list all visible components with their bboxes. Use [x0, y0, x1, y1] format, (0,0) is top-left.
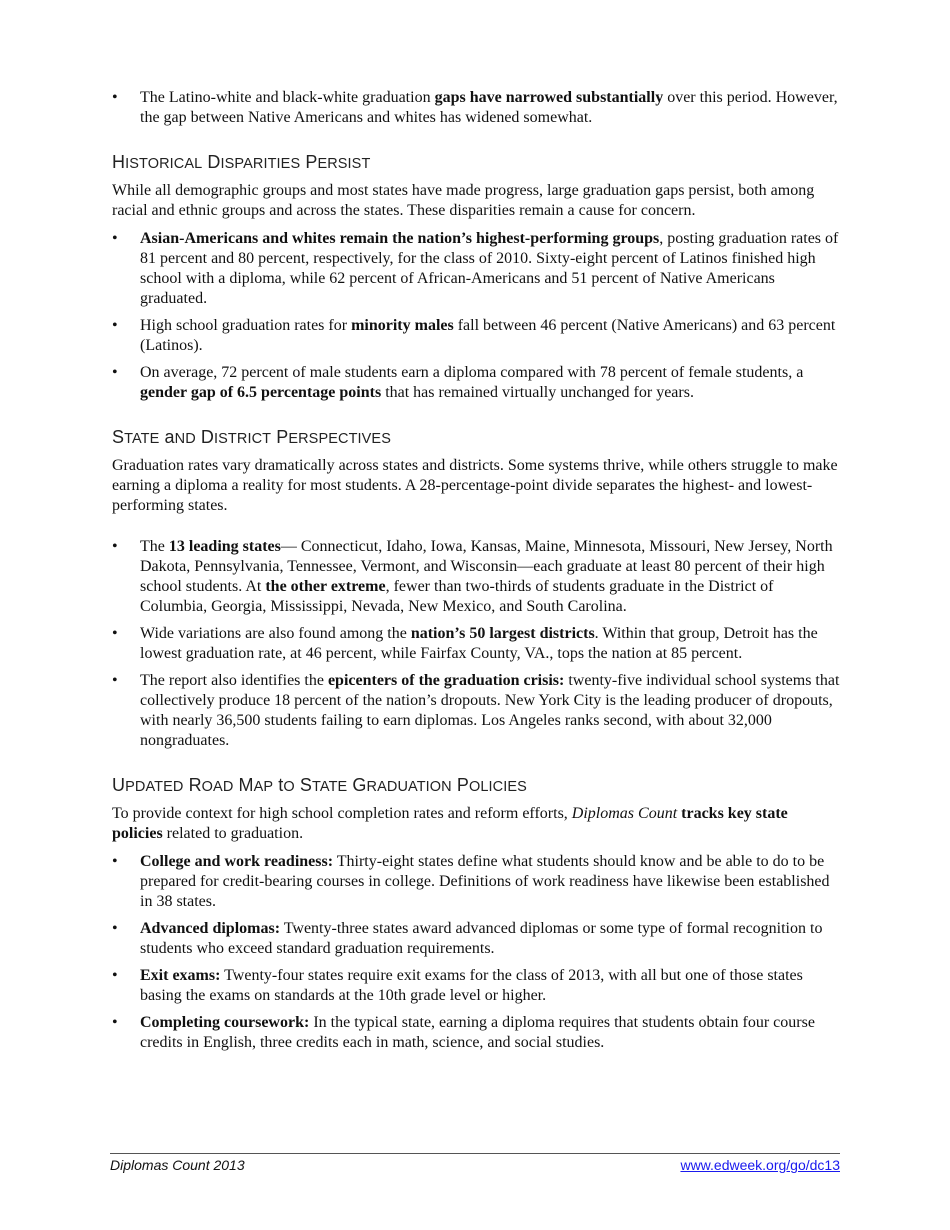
- list-item: • On average, 72 percent of male students earn a diploma compared with 78 percent of female students, a gender gap of 6.5 percentage points that has remained virtually unchanged for years.: [112, 363, 840, 403]
- section-heading: HISTORICAL DISPARITIES PERSIST: [112, 152, 371, 172]
- list-item: • The Latino-white and black-white graduation gaps have narrowed substantially over this period. However, the gap between Native Americans and whites has widened somewhat.: [112, 88, 840, 128]
- section-heading: STATE aND DISTRICT PERSPECTIVES: [112, 427, 391, 447]
- list-item: • High school graduation rates for minority males fall between 46 percent (Native Americans) and 63 percent (Latinos).: [112, 316, 840, 356]
- list-item: • Completing coursework: In the typical state, earning a diploma requires that students obtain four course credits in English, three credits each in math, science, and social studies.: [112, 1013, 840, 1053]
- list-item: • Wide variations are also found among the nation’s 50 largest districts. Within that group, Detroit has the lowest graduation rate, at 46 percent, while Fairfax County, VA., tops the nation at 85 percent.: [112, 624, 840, 664]
- intro-bullet-list: [112, 88, 840, 128]
- section-paragraph: While all demographic groups and most states have made progress, large graduation gaps persist, both among racial and ethnic groups and across the states. These disparities remain a cause for concern.: [112, 182, 815, 219]
- bullet-list: [112, 852, 840, 1053]
- bullet-list: [112, 537, 840, 751]
- list-item: • College and work readiness: Thirty-eight states define what students should know and be able to do to be prepared for credit-bearing courses in college. Definitions of work readiness have likewise been established in 38 states.: [112, 852, 840, 912]
- list-item: • The 13 leading states— Connecticut, Idaho, Iowa, Kansas, Maine, Minnesota, Missouri, New Jersey, North Dakota, Pennsylvania, Tennessee, Vermont, and Wisconsin—each graduate at least 80 percent of their high school students. At the other extreme, fewer than two-thirds of students graduate in the District of Columbia, Georgia, Mississippi, Nevada, New Mexico, and South Carolina.: [112, 537, 840, 617]
- document-body: [112, 88, 840, 1060]
- list-item: • Asian-Americans and whites remain the nation’s highest-performing groups, posting graduation rates of 81 percent and 80 percent, respectively, for the class of 2010. Sixty-eight percent of Latinos finished high school with a diploma, while 62 percent of African-Americans and 51 percent of Native Americans graduated.: [112, 229, 840, 309]
- list-item: • Exit exams: Twenty-four states require exit exams for the class of 2013, with all but one of those states basing the exams on standards at the 10th grade level or higher.: [112, 966, 840, 1006]
- list-item: • The report also identifies the epicenters of the graduation crisis: twenty-five individual school systems that collectively produce 18 percent of the nation’s dropouts. New York City is the leading producer of dropouts, with nearly 36,500 students failing to earn diplomas. Los Angeles ranks second, with about 32,000 nongraduates.: [112, 671, 840, 751]
- spacer: [112, 524, 840, 537]
- bullet-list: [112, 229, 840, 403]
- section-paragraph: Graduation rates vary dramatically across states and districts. Some systems thrive, while others struggle to make earning a diploma a reality for most students. A 28-percentage-point divide separates the highest- and lowest-performing states.: [112, 457, 838, 514]
- footer-link[interactable]: www.edweek.org/go/dc13: [680, 1157, 840, 1173]
- list-item: • Advanced diplomas: Twenty-three states award advanced diplomas or some type of formal recognition to students who exceed standard graduation requirements.: [112, 919, 840, 959]
- section-heading: UPDATED ROAD MAP tO STATE GRADUATION POLICIES: [112, 775, 527, 795]
- page-footer: [110, 1153, 840, 1174]
- section-paragraph: To provide context for high school completion rates and reform efforts, Diplomas Count tracks key state policies related to graduation.: [112, 805, 788, 842]
- footer-publication-title: Diplomas Count 2013: [110, 1157, 245, 1173]
